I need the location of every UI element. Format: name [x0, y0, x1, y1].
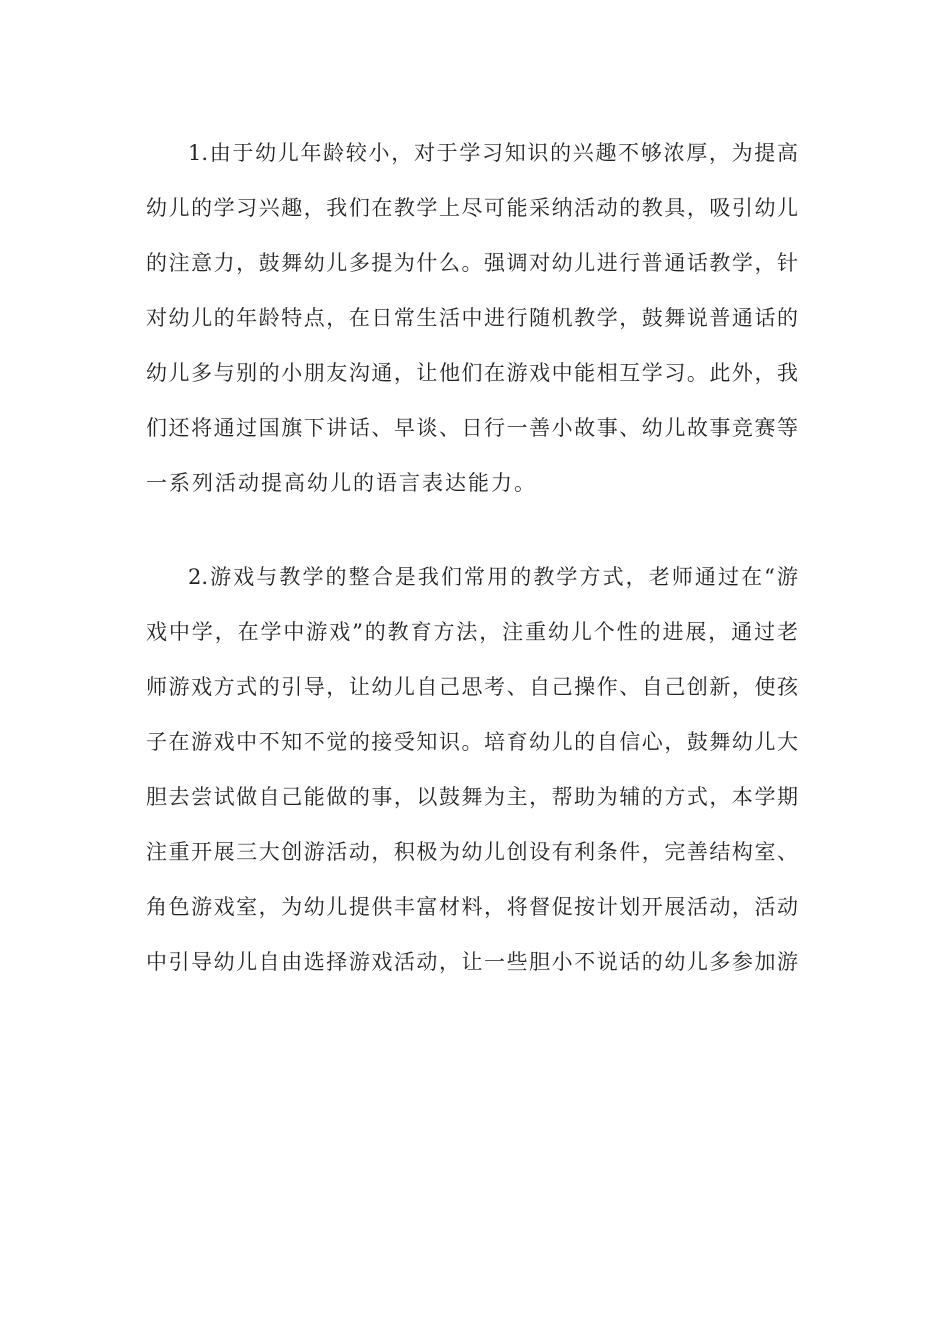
paragraph-2: [146, 550, 798, 990]
paragraph-line: 师游戏方式的引导，让幼儿自己思考、自己操作、自己创新，使孩: [146, 675, 798, 699]
paragraph-line: 角色游戏室，为幼儿提供丰富材料，将督促按计划开展活动，活动: [146, 895, 798, 919]
paragraph-line: 戏中学，在学中游戏”的教育方法，注重幼儿个性的进展，通过老: [146, 620, 798, 644]
paragraph-line: 1.由于幼儿年龄较小，对于学习知识的兴趣不够浓厚，为提高: [188, 141, 798, 165]
paragraph-spacer: [146, 511, 798, 550]
document-body: [146, 126, 798, 990]
paragraph-line: 幼儿的学习兴趣，我们在教学上尽可能采纳活动的教具，吸引幼儿: [146, 196, 798, 220]
paragraph-line: 幼儿多与别的小朋友沟通，让他们在游戏中能相互学习。此外，我: [146, 361, 798, 385]
paragraph-last-line: 一系列活动提高幼儿的语言表达能力。: [146, 471, 537, 495]
paragraph-line: 2.游戏与教学的整合是我们常用的教学方式，老师通过在“游: [188, 565, 798, 589]
paragraph-line: 们还将通过国旗下讲话、早谈、日行一善小故事、幼儿故事竞赛等: [146, 416, 798, 440]
paragraph-line: 注重开展三大创游活动，积极为幼儿创设有利条件，完善结构室、: [146, 840, 798, 864]
paragraph-line: 对幼儿的年龄特点，在日常生活中进行随机教学，鼓舞说普通话的: [146, 306, 798, 330]
paragraph-line: 中引导幼儿自由选择游戏活动，让一些胆小不说话的幼儿多参加游: [146, 950, 798, 974]
paragraph-line: 胆去尝试做自己能做的事，以鼓舞为主，帮助为辅的方式，本学期: [146, 785, 798, 809]
paragraph-1: [146, 126, 798, 511]
paragraph-line: 子在游戏中不知不觉的接受知识。培育幼儿的自信心，鼓舞幼儿大: [146, 730, 798, 754]
paragraph-line: 的注意力，鼓舞幼儿多提为什么。强调对幼儿进行普通话教学，针: [146, 251, 798, 275]
